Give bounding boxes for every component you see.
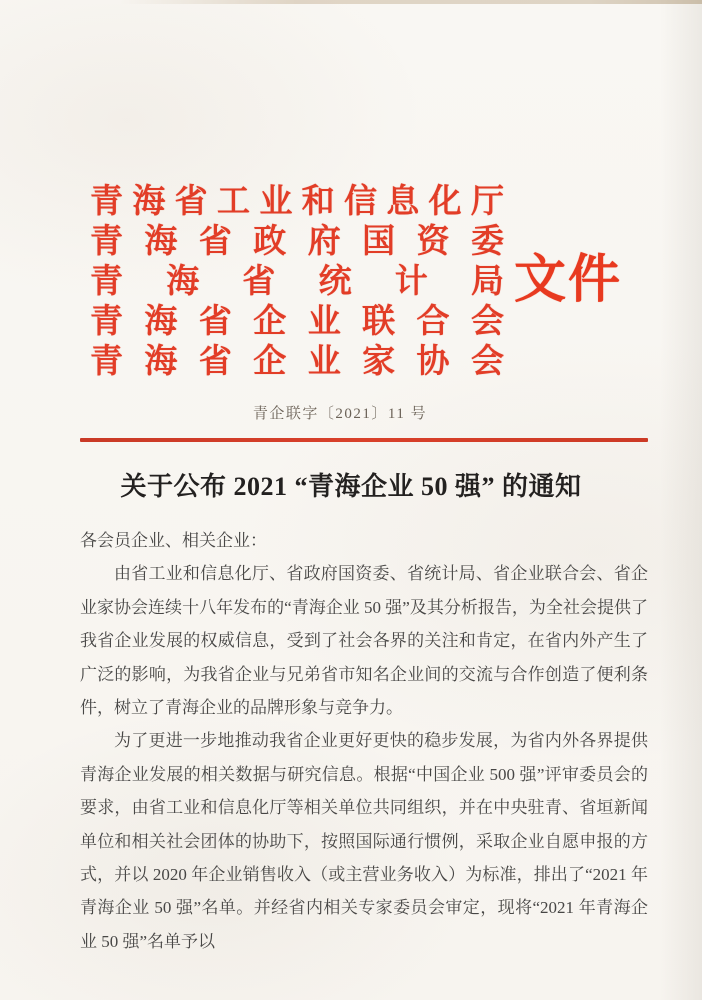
document-number: 青企联字〔2021〕11 号	[252, 406, 428, 422]
salutation: 各会员企业、相关企业：	[80, 531, 267, 550]
scan-edge-artifact	[120, 0, 702, 4]
document-body	[80, 524, 648, 958]
letterhead-org-line-5: 青 海 省 企 业 家 协 会	[90, 344, 504, 380]
letterhead-org-line-2: 青 海 省 政 府 国 资 委	[90, 224, 504, 260]
letterhead-org-line-4: 青 海 省 企 业 联 合 会	[90, 304, 504, 340]
letterhead-org-line-3: 青 海 省 统 计 局	[90, 264, 504, 300]
wenjian-label: 文件	[514, 252, 623, 309]
body-paragraph-1: 由省工业和信息化厅、省政府国资委、省统计局、省企业联合会、省企业家协会连续十八年发布的“青海企业 50 强”及其分析报告，为全社会提供了我省企业发展的权威信息，受到了社会各界的关注和肯定，在省内外产生了广泛的影响，为我省企业与兄弟省市知名企业间的交流与合作创造了便利条件，树立了青海企业的品牌形象与竞争力。	[80, 564, 648, 718]
letterhead	[90, 182, 504, 382]
document-title: 关于公布 2021 “青海企业 50 强” 的通知	[120, 472, 582, 501]
letterhead-org-line-1: 青 海 省 工 业 和 信 息 化 厅	[90, 184, 504, 220]
body-paragraph-2: 为了更进一步地推动我省企业更好更快的稳步发展，为省内外各界提供青海企业发展的相关数据与研究信息。根据“中国企业 500 强”评审委员会的要求，由省工业和信息化厅等相关单位共同组织，并在中央驻青、省垣新闻单位和相关社会团体的协助下，按照国际通行惯例，采取企业自愿申报的方式，并以 2020 年企业销售收入（或主营业务收入）为标准，排出了“2021 年青海企业 50 强”名单。并经省内相关专家委员会审定，现将“2021 年青海企业 50 强”名单予以	[80, 731, 648, 951]
red-divider-line	[80, 438, 648, 442]
